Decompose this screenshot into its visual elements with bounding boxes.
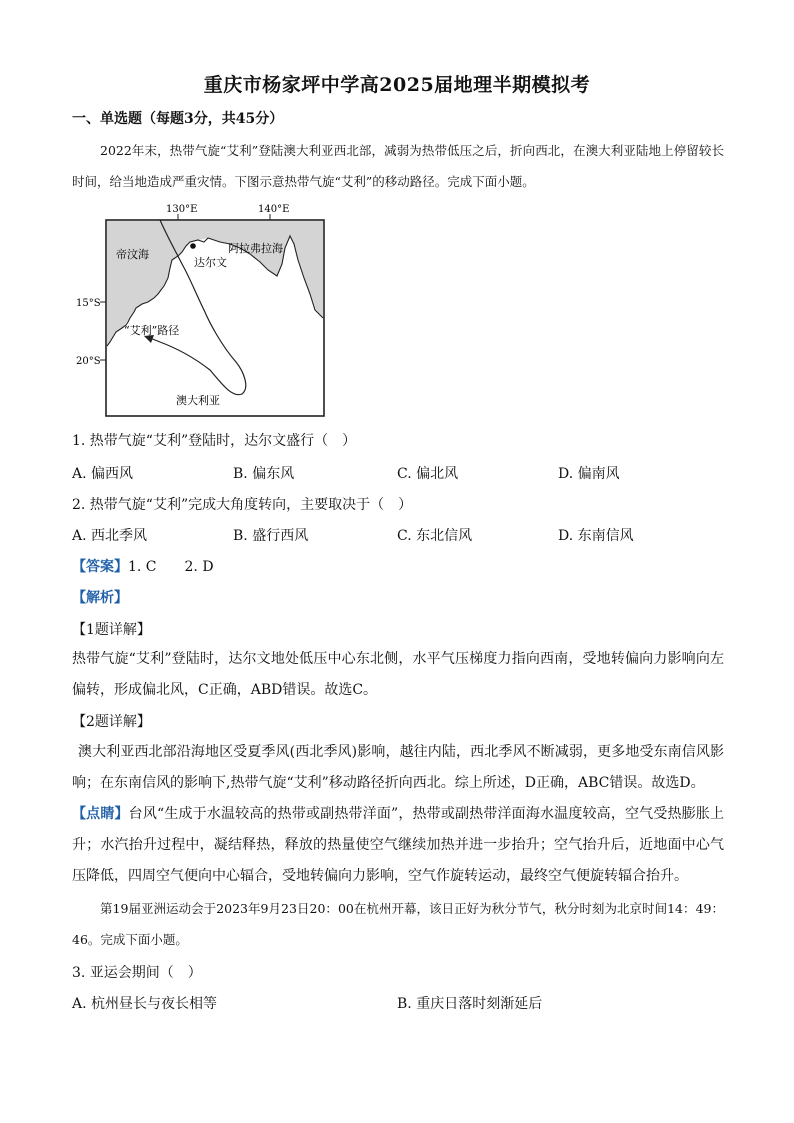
question-2-stem: 2. 热带气旋“艾利”完成大角度转向，主要取决于（ ）	[72, 497, 413, 513]
intro-paragraph-2: 第19届亚洲运动会于2023年9月23日20：00在杭州开幕，该日正好为秋分节气，秋分时刻为北京时间14：49：46。完成下面小题。	[72, 901, 724, 947]
q2-option-b: B. 盛行西风	[233, 528, 309, 544]
q2-option-d: D. 东南信风	[558, 528, 634, 544]
q3-option-b: B. 重庆日落时刻渐延后	[397, 996, 543, 1012]
tip-text: 台风“生成于水温较高的热带或副热带洋面”，热带或副热带洋面海水温度较高，空气受热膨胀上升；水汽抬升过程中，凝结释热，释放的热量使空气继续加热并进一步抬升；空气抬升后，近地面中心气压降低，四周空气便向中心辐合，受地转偏向力影响，空气作旋转运动，最终空气便旋转辐合抬升。	[72, 806, 725, 884]
answer-line	[72, 556, 214, 576]
q1-option-d: D. 偏南风	[558, 466, 620, 482]
detail-2-text: 澳大利亚西北部沿海地区受夏季风(西北季风)影响，越往内陆，西北季风不断减弱，更多地受东南信风影响；在东南信风的影响下,热带气旋“艾利”移动路径折向西北。综上所述，D正确，ABC错误。故选D。	[72, 744, 724, 791]
q2-option-c: C. 东北信风	[397, 528, 473, 544]
intro-paragraph-1: 2022年末，热带气旋“艾利”登陆澳大利亚西北部，减弱为热带低压之后，折向西北，在澳大利亚陆地上停留较长时间，给当地造成严重灾情。下图示意热带气旋“艾利”的移动路径。完成下面小题。	[72, 143, 724, 189]
q1-option-b: B. 偏东风	[233, 466, 295, 482]
lon-label-140: 140°E	[258, 204, 290, 215]
page-title: 重庆市杨家坪中学高2025届地理半期模拟考	[203, 74, 591, 96]
q2-option-a: A. 西北季风	[72, 528, 148, 544]
map-sea-timor: 帝汶海	[116, 248, 149, 261]
tip-label: 【点睛】	[72, 806, 129, 822]
answer-label: 【答案】	[72, 559, 128, 575]
lon-label-130: 130°E	[166, 204, 198, 215]
answer-text: 1. C 2. D	[128, 559, 214, 575]
map-path-label: “艾利”路径	[124, 324, 180, 337]
cyclone-path-map	[72, 198, 332, 420]
darwin-point	[190, 243, 196, 249]
map-land-label: 澳大利亚	[176, 394, 220, 407]
detail-2-label: 【2题详解】	[72, 714, 151, 730]
question-1-stem: 1. 热带气旋“艾利”登陆时，达尔文盛行（ ）	[72, 433, 357, 449]
q3-option-a: A. 杭州昼长与夜长相等	[72, 996, 218, 1012]
q1-option-a: A. 偏西风	[72, 466, 134, 482]
q1-option-c: C. 偏北风	[397, 466, 459, 482]
map-sea-arafura: 阿拉弗拉海	[228, 242, 283, 255]
detail-1-label: 【1题详解】	[72, 622, 151, 638]
analysis-label: 【解析】	[72, 590, 128, 606]
lat-label-20: 20°S	[76, 356, 101, 367]
detail-1-text: 热带气旋“艾利”登陆时，达尔文地处低压中心东北侧，水平气压梯度力指向西南，受地转偏向力影响向左偏转，形成偏北风，C正确，ABD错误。故选C。	[72, 651, 724, 698]
tip-paragraph	[72, 799, 724, 892]
lat-label-15: 15°S	[76, 298, 101, 309]
section-heading: 一、单选题（每题3分，共45分）	[72, 111, 284, 127]
question-3-stem: 3. 亚运会期间（ ）	[72, 965, 202, 981]
map-city-darwin: 达尔文	[194, 256, 227, 269]
